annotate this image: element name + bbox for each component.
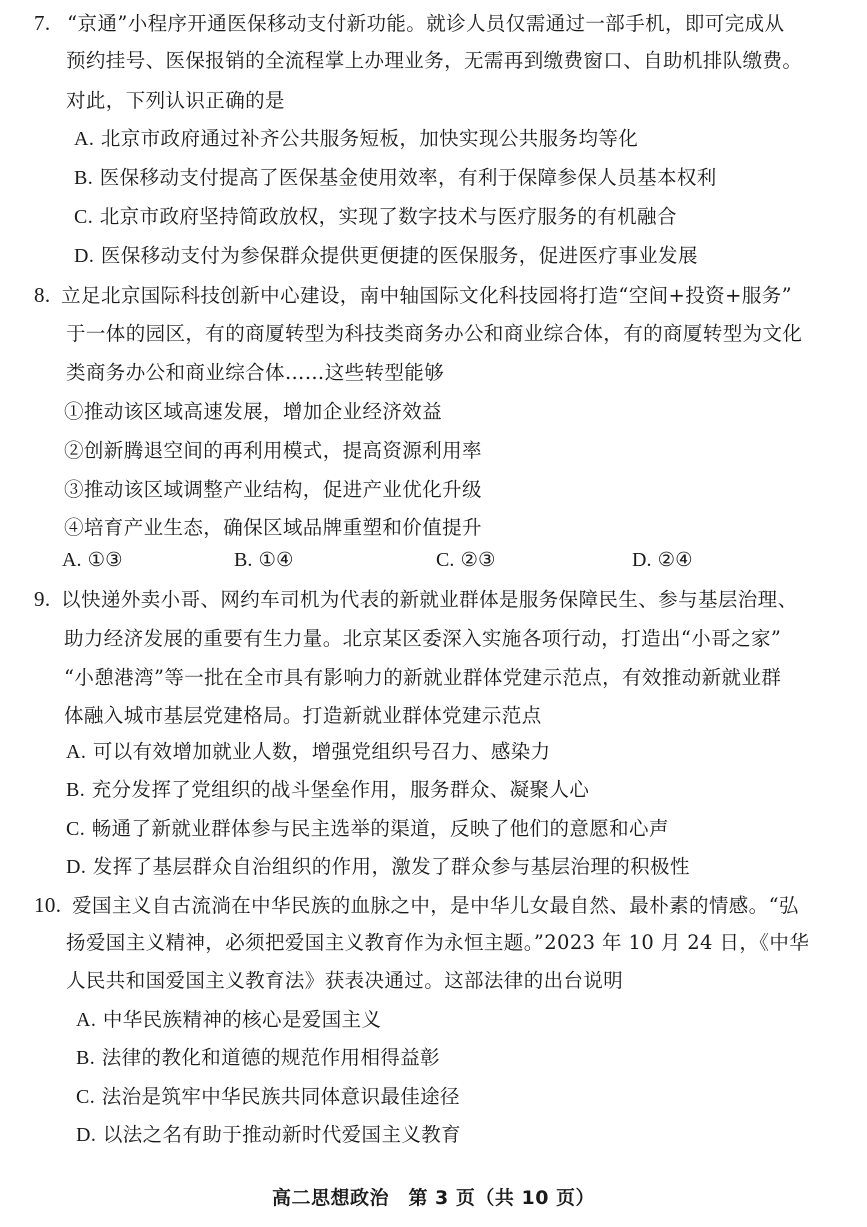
option-c[interactable] [66,814,669,844]
question-stem-line: 预约挂号、医保报销的全流程掌上办理业务，无需再到缴费窗口、自助机排队缴费。 [66,49,803,72]
option-letter: A. [74,128,95,150]
option-a[interactable] [76,1005,381,1035]
statement-4: ④培育产业生态，确保区域品牌重塑和价值提升 [64,516,482,539]
question-number: 8. [34,283,51,307]
option-letter: C. [76,1086,96,1108]
question-stem-line: 类商务办公和商业综合体……这些转型能够 [66,361,445,384]
question-stem-line: 对此，下列认识正确的是 [66,89,285,112]
option-letter: B. [74,167,94,189]
option-text: 中华民族精神的核心是爱国主义 [102,1008,382,1031]
question-stem-line: 人民共和国爱国主义教育法》获表决通过。这部法律的出台说明 [66,969,624,992]
option-a[interactable] [62,545,123,575]
option-text: ②③ [460,548,496,571]
option-letter: B. [234,549,253,571]
statement-3: ③推动该区域调整产业结构，促进产业优化升级 [64,478,482,501]
option-letter: D. [66,856,87,878]
option-b[interactable] [76,1043,440,1073]
option-letter: D. [76,1124,97,1146]
option-letter: B. [66,779,86,801]
option-b[interactable] [74,163,717,193]
statement-1: ①推动该区域高速发展，增加企业经济效益 [64,400,443,423]
question-number: 7. [34,11,51,35]
option-text: ①③ [87,548,123,571]
question-number: 10. [34,893,62,917]
question-stem-line: 助力经济发展的重要有生力量。北京某区委深入实施各项行动，打造出“小哥之家” [64,627,782,650]
option-text: 充分发挥了党组织的战斗堡垒作用，服务群众、凝聚人心 [91,778,590,801]
option-text: 北京市政府坚持简政放权，实现了数字技术与医疗服务的有机融合 [99,205,677,228]
option-letter: B. [76,1047,96,1069]
option-letter: A. [62,549,82,571]
option-text: 畅通了新就业群体参与民主选举的渠道，反映了他们的意愿和心声 [91,817,669,840]
option-text: 发挥了基层群众自治组织的作用，激发了群众参与基层治理的积极性 [92,855,690,878]
option-text: ①④ [258,548,294,571]
option-a[interactable] [74,124,638,154]
question-stem-line: 以快递外卖小哥、网约车司机为代表的新就业群体是服务保障民生、参与基层治理、 [61,588,798,611]
option-text: 以法之名有助于推动新时代爱国主义教育 [102,1123,462,1146]
option-d[interactable] [74,241,698,271]
option-letter: C. [66,818,86,840]
question-stem-line: “京通”小程序开通医保移动支付新功能。就诊人员仅需通过一部手机，即可完成从 [67,12,785,35]
question-stem-line: “小憩港湾”等一批在全市具有影响力的新就业群体党建示范点，有效推动新就业群 [64,666,782,689]
option-d[interactable] [76,1120,461,1150]
option-c[interactable] [76,1082,460,1112]
option-text: ②④ [657,548,693,571]
option-letter: C. [74,206,94,228]
question-stem-line: 爱国主义自古流淌在中华民族的血脉之中，是中华儿女最自然、最朴素的情感。“弘 [72,894,799,917]
option-text: 北京市政府通过补齐公共服务短板，加快实现公共服务均等化 [100,127,639,150]
option-b[interactable] [66,775,589,805]
option-text: 医保移动支付提高了医保基金使用效率，有利于保障参保人员基本权利 [99,166,717,189]
question-stem-line: 扬爱国主义精神，必须把爱国主义教育作为永恒主题。”2023 年 10 月 24 日，《中华 [66,931,810,954]
option-text: 医保移动支付为参保群众提供更便捷的医保服务，促进医疗事业发展 [100,244,698,267]
question-stem-line: 于一体的园区，有的商厦转型为科技类商务办公和商业综合体，有的商厦转型为文化 [66,322,803,345]
option-letter: A. [66,741,87,763]
statement-2: ②创新腾退空间的再利用模式，提高资源利用率 [64,439,482,462]
option-b[interactable] [234,545,294,575]
option-letter: A. [76,1009,97,1031]
option-letter: D. [74,245,95,267]
option-letter: D. [632,549,652,571]
option-d[interactable] [632,545,693,575]
option-c[interactable] [74,202,677,232]
question-stem-line: 立足北京国际科技创新中心建设，南中轴国际文化科技园将打造“空间+投资+服务” [61,284,792,307]
option-c[interactable] [436,545,496,575]
option-d[interactable] [66,852,690,882]
question-stem-line: 体融入城市基层党建格局。打造新就业群体党建示范点 [64,704,542,727]
option-text: 可以有效增加就业人数，增强党组织号召力、感染力 [92,740,551,763]
page-footer: 高二思想政治 第 3 页（共 10 页） [271,1187,596,1209]
option-text: 法治是筑牢中华民族共同体意识最佳途径 [101,1085,460,1108]
option-a[interactable] [66,737,551,767]
option-text: 法律的教化和道德的规范作用相得益彰 [101,1046,441,1069]
question-number: 9. [34,587,51,611]
option-letter: C. [436,549,455,571]
